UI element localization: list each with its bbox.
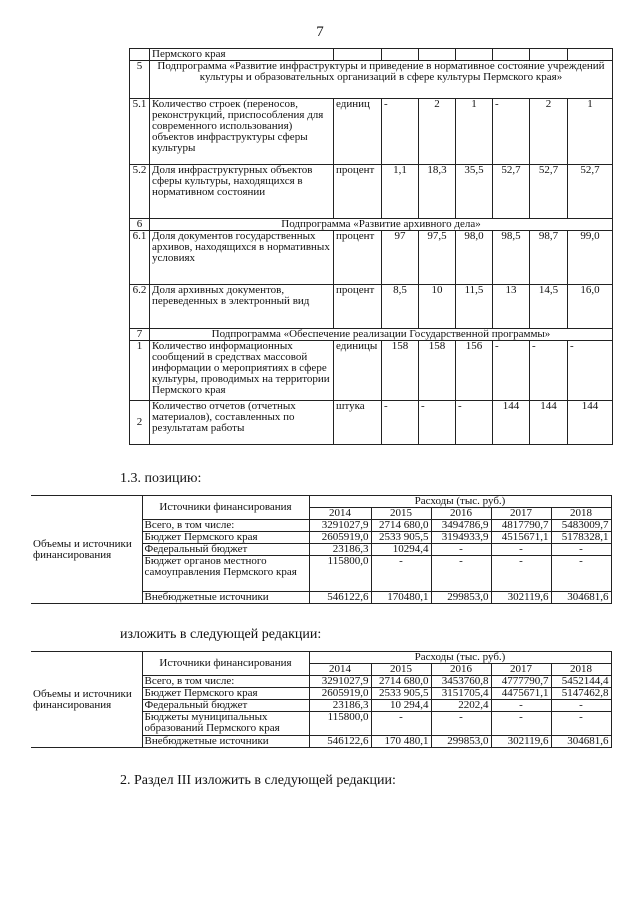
- amount-cell: 23186,3: [309, 544, 371, 556]
- year-cell: 2015: [371, 508, 431, 520]
- indicator-name-cell: Доля документов государственных архивов, находящихся в нормативных условиях: [150, 231, 334, 285]
- year-cell: 2014: [309, 508, 371, 520]
- item-number-cell: 5.1: [130, 99, 150, 165]
- amount-cell: 3494786,9: [431, 520, 491, 532]
- table-row: [130, 61, 613, 99]
- expenses-header-cell: Расходы (тыс. руб.): [309, 496, 611, 508]
- value-cell: 98,7: [530, 231, 568, 285]
- value-cell: 52,7: [530, 165, 568, 219]
- amount-cell: -: [431, 712, 491, 736]
- amount-cell: 4515671,1: [491, 532, 551, 544]
- amount-cell: 5147462,8: [551, 688, 611, 700]
- amount-cell: -: [371, 556, 431, 592]
- year-cell: 2018: [551, 508, 611, 520]
- section-number-cell: 7: [130, 329, 150, 341]
- value-cell: -: [382, 99, 419, 165]
- value-cell: 98,0: [456, 231, 493, 285]
- amount-cell: 2533 905,5: [371, 532, 431, 544]
- amount-cell: -: [551, 712, 611, 736]
- amount-cell: 3453760,8: [431, 676, 491, 688]
- section-title-cell: Подпрограмма «Развитие архивного дела»: [150, 219, 613, 231]
- amount-cell: 2605919,0: [309, 532, 371, 544]
- section-title-cell: Подпрограмма «Развитие инфраструктуры и приведение в нормативное состояние учреждений культуры и образовательных организаций в сфере культуры Пермского края»: [150, 61, 613, 99]
- value-cell: 158: [419, 341, 456, 401]
- value-cell: -: [493, 99, 530, 165]
- amount-cell: -: [431, 544, 491, 556]
- amount-cell: 299853,0: [431, 592, 491, 604]
- value-cell: [456, 49, 493, 61]
- indicators-table: [129, 48, 613, 445]
- amount-cell: 5483009,7: [551, 520, 611, 532]
- value-cell: 97,5: [419, 231, 456, 285]
- amount-cell: 3291027,9: [309, 520, 371, 532]
- amount-cell: 115800,0: [309, 712, 371, 736]
- value-cell: -: [419, 401, 456, 445]
- amount-cell: 304681,6: [551, 592, 611, 604]
- unit-cell: процент: [334, 165, 382, 219]
- value-cell: [334, 49, 382, 61]
- source-name-cell: Всего, в том числе:: [142, 520, 309, 532]
- indicator-name-cell: Пермского края: [150, 49, 334, 61]
- value-cell: 2: [419, 99, 456, 165]
- amount-cell: 2533 905,5: [371, 688, 431, 700]
- value-cell: 97: [382, 231, 419, 285]
- amount-cell: 170480,1: [371, 592, 431, 604]
- value-cell: 16,0: [568, 285, 613, 329]
- amount-cell: 2714 680,0: [371, 676, 431, 688]
- amount-cell: 304681,6: [551, 736, 611, 748]
- value-cell: [419, 49, 456, 61]
- value-cell: 35,5: [456, 165, 493, 219]
- table-row: [130, 341, 613, 401]
- indicator-name-cell: Доля инфраструктурных объектов сферы культуры, находящихся в нормативном состоянии: [150, 165, 334, 219]
- value-cell: -: [456, 401, 493, 445]
- amount-cell: 299853,0: [431, 736, 491, 748]
- financing-label-cell: Объемы и источники финансирования: [31, 496, 142, 604]
- indicator-name-cell: Доля архивных документов, переведенных в электронный вид: [150, 285, 334, 329]
- value-cell: [382, 49, 419, 61]
- row-number-cell: [130, 49, 150, 61]
- item-number-cell: 2: [130, 401, 150, 445]
- value-cell: [530, 49, 568, 61]
- value-cell: 144: [530, 401, 568, 445]
- value-cell: 144: [568, 401, 613, 445]
- table-row: [130, 165, 613, 219]
- header-row: [31, 496, 611, 508]
- table-row: [130, 99, 613, 165]
- source-name-cell: Всего, в том числе:: [142, 676, 309, 688]
- table-row: [130, 329, 613, 341]
- amount-cell: 546122,6: [309, 736, 371, 748]
- amount-cell: -: [491, 544, 551, 556]
- value-cell: -: [493, 341, 530, 401]
- amount-cell: -: [491, 712, 551, 736]
- value-cell: -: [382, 401, 419, 445]
- amount-cell: 10 294,4: [371, 700, 431, 712]
- amount-cell: -: [551, 700, 611, 712]
- value-cell: 8,5: [382, 285, 419, 329]
- value-cell: 2: [530, 99, 568, 165]
- amount-cell: 170 480,1: [371, 736, 431, 748]
- table-row: [130, 219, 613, 231]
- year-cell: 2016: [431, 508, 491, 520]
- amount-cell: -: [491, 556, 551, 592]
- paragraph-new-edition: изложить в следующей редакции:: [120, 627, 322, 642]
- paragraph-section-3: 2. Раздел III изложить в следующей редакции:: [120, 773, 396, 788]
- amount-cell: 4817790,7: [491, 520, 551, 532]
- amount-cell: -: [491, 700, 551, 712]
- unit-cell: процент: [334, 285, 382, 329]
- year-cell: 2015: [371, 664, 431, 676]
- value-cell: 158: [382, 341, 419, 401]
- value-cell: 156: [456, 341, 493, 401]
- item-number-cell: 6.1: [130, 231, 150, 285]
- table-row: [130, 285, 613, 329]
- amount-cell: 302119,6: [491, 592, 551, 604]
- value-cell: 52,7: [493, 165, 530, 219]
- page-number: 7: [316, 24, 324, 40]
- value-cell: 11,5: [456, 285, 493, 329]
- amount-cell: 4777790,7: [491, 676, 551, 688]
- value-cell: 1: [456, 99, 493, 165]
- financing-table-old: [31, 495, 612, 604]
- section-number-cell: 5: [130, 61, 150, 99]
- source-name-cell: Федеральный бюджет: [142, 700, 309, 712]
- amount-cell: -: [371, 712, 431, 736]
- year-cell: 2014: [309, 664, 371, 676]
- sources-header-cell: Источники финансирования: [142, 652, 309, 676]
- amount-cell: -: [551, 544, 611, 556]
- value-cell: 99,0: [568, 231, 613, 285]
- value-cell: -: [530, 341, 568, 401]
- value-cell: 14,5: [530, 285, 568, 329]
- financing-table-new: [31, 651, 612, 748]
- header-row: [31, 652, 611, 664]
- amount-cell: 302119,6: [491, 736, 551, 748]
- amount-cell: 115800,0: [309, 556, 371, 592]
- amount-cell: 3291027,9: [309, 676, 371, 688]
- amount-cell: 10294,4: [371, 544, 431, 556]
- unit-cell: единицы: [334, 341, 382, 401]
- indicator-name-cell: Количество отчетов (отчетных материалов), составленных по результатам работы: [150, 401, 334, 445]
- amount-cell: -: [551, 556, 611, 592]
- indicator-name-cell: Количество информационных сообщений в средствах массовой информации о мероприятиях в сфере культуры, проводимых на территории Пермского края: [150, 341, 334, 401]
- value-cell: 1,1: [382, 165, 419, 219]
- amount-cell: 3151705,4: [431, 688, 491, 700]
- unit-cell: штука: [334, 401, 382, 445]
- amount-cell: 4475671,1: [491, 688, 551, 700]
- value-cell: 52,7: [568, 165, 613, 219]
- amount-cell: 2714 680,0: [371, 520, 431, 532]
- amount-cell: 2605919,0: [309, 688, 371, 700]
- source-name-cell: Бюджеты муниципальных образований Пермского края: [142, 712, 309, 736]
- sources-header-cell: Источники финансирования: [142, 496, 309, 520]
- section-title-cell: Подпрограмма «Обеспечение реализации Государственной программы»: [150, 329, 613, 341]
- value-cell: 13: [493, 285, 530, 329]
- amount-cell: -: [431, 556, 491, 592]
- source-name-cell: Внебюджетные источники: [142, 736, 309, 748]
- value-cell: 144: [493, 401, 530, 445]
- section-number-cell: 6: [130, 219, 150, 231]
- indicator-name-cell: Количество строек (переносов, реконструкций, приспособления для современного использования) объектов инфраструктуры сферы культуры: [150, 99, 334, 165]
- value-cell: 18,3: [419, 165, 456, 219]
- unit-cell: процент: [334, 231, 382, 285]
- year-cell: 2018: [551, 664, 611, 676]
- table-row: [130, 49, 613, 61]
- value-cell: [493, 49, 530, 61]
- value-cell: 10: [419, 285, 456, 329]
- amount-cell: 546122,6: [309, 592, 371, 604]
- item-number-cell: 5.2: [130, 165, 150, 219]
- expenses-header-cell: Расходы (тыс. руб.): [309, 652, 611, 664]
- amount-cell: 5452144,4: [551, 676, 611, 688]
- source-name-cell: Федеральный бюджет: [142, 544, 309, 556]
- value-cell: 98,5: [493, 231, 530, 285]
- source-name-cell: Бюджет Пермского края: [142, 688, 309, 700]
- source-name-cell: Бюджет органов местного самоуправления Пермского края: [142, 556, 309, 592]
- source-name-cell: Внебюджетные источники: [142, 592, 309, 604]
- year-cell: 2016: [431, 664, 491, 676]
- value-cell: -: [568, 341, 613, 401]
- amount-cell: 2202,4: [431, 700, 491, 712]
- amount-cell: 3194933,9: [431, 532, 491, 544]
- table-row: [130, 231, 613, 285]
- unit-cell: единиц: [334, 99, 382, 165]
- amount-cell: 23186,3: [309, 700, 371, 712]
- value-cell: 1: [568, 99, 613, 165]
- year-cell: 2017: [491, 664, 551, 676]
- amount-cell: 5178328,1: [551, 532, 611, 544]
- financing-label-cell: Объемы и источники финансирования: [31, 652, 142, 748]
- item-number-cell: 6.2: [130, 285, 150, 329]
- item-number-cell: 1: [130, 341, 150, 401]
- table-row: [130, 401, 613, 445]
- year-cell: 2017: [491, 508, 551, 520]
- paragraph-1-3: 1.3. позицию:: [120, 471, 202, 486]
- source-name-cell: Бюджет Пермского края: [142, 532, 309, 544]
- value-cell: [568, 49, 613, 61]
